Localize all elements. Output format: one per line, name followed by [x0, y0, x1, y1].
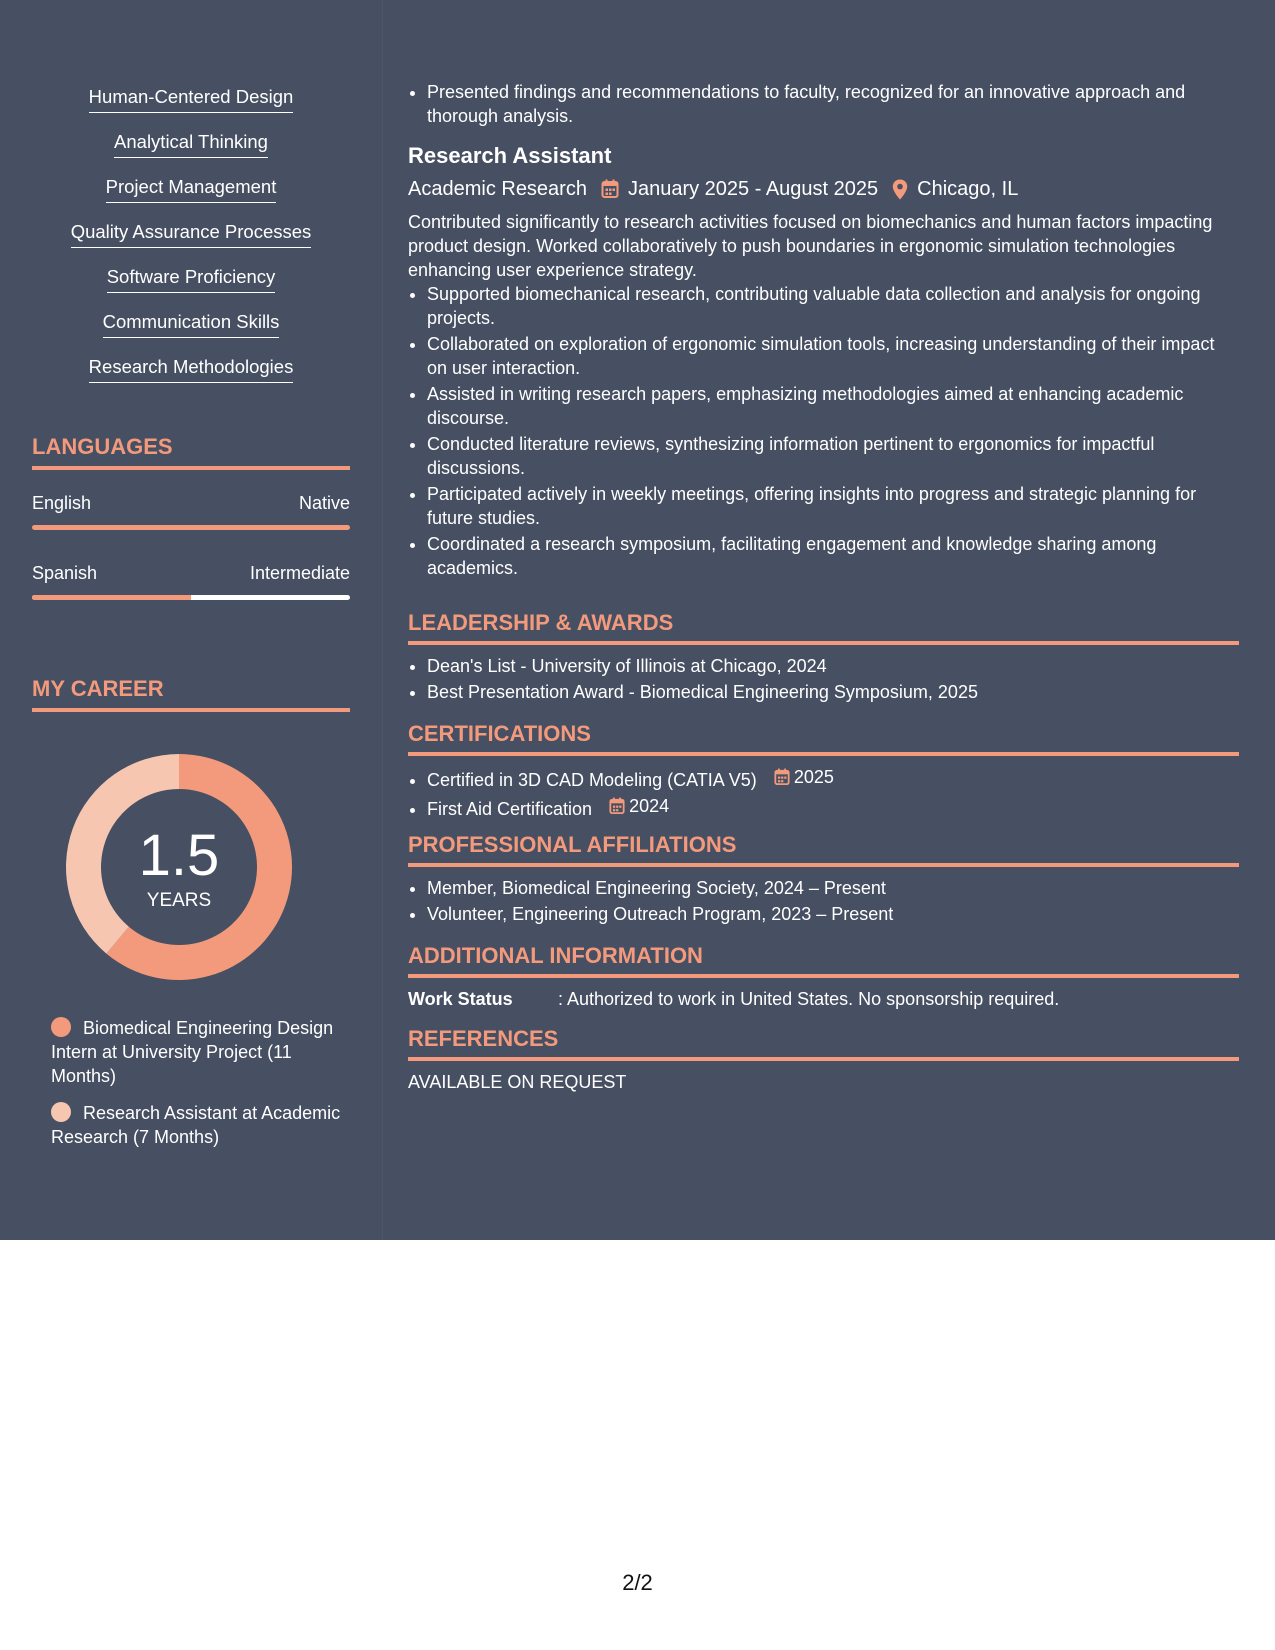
calendar-icon	[601, 179, 619, 199]
career-legend-label: Biomedical Engineering Design Intern at University Project (11 Months)	[51, 1018, 334, 1086]
job-location: Chicago, IL	[917, 178, 1019, 200]
career-legend-item	[51, 1016, 341, 1088]
certification-name: Certified in 3D CAD Modeling (CATIA V5)	[427, 770, 757, 790]
skill-label: Communication Skills	[103, 311, 280, 338]
skill-label: Quality Assurance Processes	[71, 221, 312, 248]
section-heading: LEADERSHIP & AWARDS	[408, 610, 1239, 645]
list-item: • Best Presentation Award - Biomedical Engineering Symposium, 2025	[427, 680, 1239, 704]
section-heading: PROFESSIONAL AFFILIATIONS	[408, 832, 1239, 867]
list-item: • Dean's List - University of Illinois at Chicago, 2024	[427, 654, 1239, 678]
section-heading: CERTIFICATIONS	[408, 721, 1239, 756]
list-item: • Conducted literature reviews, synthesizing information pertinent to ergonomics for impactful discussions.	[427, 432, 1239, 480]
job-description: Contributed significantly to research activities focused on biomechanics and human factors impacting product design. Worked collaboratively to push boundaries in ergonomic simulation technologies enhancing user experience strategy.	[408, 212, 1213, 280]
certification-name: First Aid Certification	[427, 799, 593, 819]
job-company: Academic Research	[408, 178, 587, 200]
skill-item	[32, 266, 350, 311]
references-section	[408, 1026, 1239, 1094]
leadership-list	[408, 654, 1239, 704]
skill-item	[32, 356, 350, 401]
language-proficiency-fill	[32, 525, 350, 530]
location-pin-icon	[892, 179, 908, 200]
skill-item	[32, 86, 350, 131]
language-level: Intermediate	[249, 563, 350, 583]
list-item: • Coordinated a research symposium, facilitating engagement and knowledge sharing among academics.	[427, 532, 1239, 580]
skill-label: Research Methodologies	[89, 356, 294, 383]
work-status-value: : Authorized to work in United States. No sponsorship required.	[558, 989, 1060, 1009]
skill-label: Human-Centered Design	[89, 86, 294, 113]
career-legend-item	[51, 1101, 341, 1149]
list-item: • Collaborated on exploration of ergonomic simulation tools, increasing understanding of their impact on user interaction.	[427, 332, 1239, 380]
legend-dot-icon	[51, 1102, 71, 1122]
previous-job-bullets	[408, 80, 1239, 128]
language-proficiency-fill	[32, 595, 191, 600]
list-item: • Volunteer, Engineering Outreach Program, 2023 – Present	[427, 902, 1239, 926]
skill-label: Software Proficiency	[107, 266, 276, 293]
calendar-icon	[609, 797, 625, 815]
career-legend	[51, 1016, 341, 1162]
language-proficiency-bar	[32, 525, 350, 530]
work-status-label: Work Status	[408, 989, 513, 1009]
affiliations-list	[408, 876, 1239, 926]
job-meta	[408, 177, 1239, 201]
career-total-unit: YEARS	[146, 890, 212, 911]
skill-item	[32, 131, 350, 176]
job-bullets	[408, 282, 1239, 580]
skills-list	[32, 86, 350, 401]
career-donut-chart	[66, 754, 292, 980]
skill-item	[32, 221, 350, 266]
language-level: Native	[298, 493, 350, 513]
list-item	[427, 765, 1239, 792]
list-item: • Member, Biomedical Engineering Society, 2024 – Present	[427, 876, 1239, 900]
languages-heading: LANGUAGES	[32, 434, 350, 470]
skill-label: Analytical Thinking	[114, 131, 268, 158]
career-heading: MY CAREER	[32, 676, 350, 712]
references-text: AVAILABLE ON REQUEST	[408, 1072, 627, 1092]
certification-year: 2025	[793, 767, 834, 787]
page-number: 2/2	[622, 1570, 653, 1595]
list-item: • Assisted in writing research papers, emphasizing methodologies aimed at enhancing academic discourse.	[427, 382, 1239, 430]
work-status-row	[408, 987, 1239, 1011]
skill-item	[32, 176, 350, 221]
certifications-section	[408, 721, 1239, 823]
skill-label: Project Management	[106, 176, 277, 203]
job-entry-research-assistant	[408, 143, 1239, 582]
additional-info-section	[408, 943, 1239, 1011]
career-legend-label: Research Assistant at Academic Research (7 Months)	[51, 1103, 341, 1147]
list-item: • Participated actively in weekly meetings, offering insights into progress and strategic planning for future studies.	[427, 482, 1239, 530]
certifications-list	[408, 765, 1239, 821]
skill-item	[32, 311, 350, 356]
certification-date	[774, 765, 834, 789]
list-item	[427, 794, 1239, 821]
language-proficiency-bar	[32, 595, 350, 600]
certification-year: 2024	[629, 796, 670, 816]
experience-continued	[408, 80, 1239, 130]
affiliations-section	[408, 832, 1239, 928]
language-name: Spanish	[32, 563, 98, 583]
leadership-section	[408, 610, 1239, 706]
list-item: • Supported biomechanical research, contributing valuable data collection and analysis for ongoing projects.	[427, 282, 1239, 330]
language-name: English	[32, 493, 92, 513]
legend-dot-icon	[51, 1017, 71, 1037]
section-heading: ADDITIONAL INFORMATION	[408, 943, 1239, 978]
section-heading: REFERENCES	[408, 1026, 1239, 1061]
calendar-icon	[774, 768, 790, 786]
career-total-years: 1.5	[138, 823, 220, 888]
job-dates: January 2025 - August 2025	[627, 178, 879, 200]
list-item: • Presented findings and recommendations to faculty, recognized for an innovative approach and thorough analysis.	[427, 80, 1239, 128]
certification-date	[609, 794, 669, 818]
job-title: Research Assistant	[408, 143, 612, 168]
column-divider	[382, 0, 383, 1240]
